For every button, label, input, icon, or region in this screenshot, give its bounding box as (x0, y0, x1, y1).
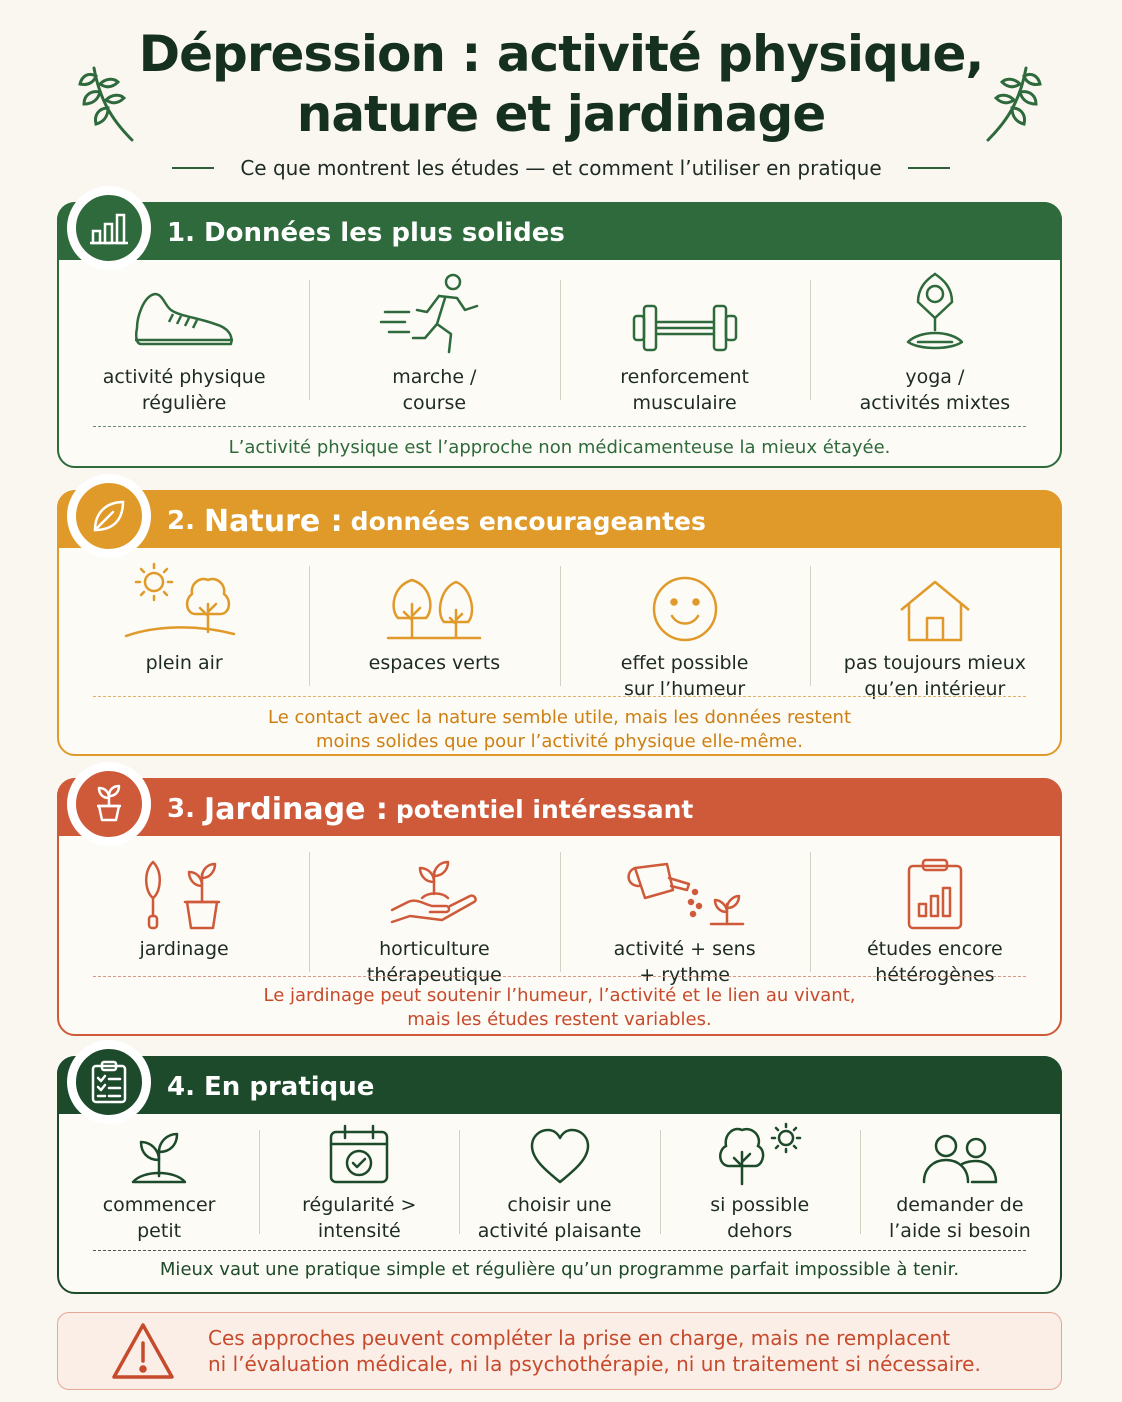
trees-icon (384, 574, 484, 644)
section-title (167, 496, 706, 546)
warning-triangle-icon (110, 1321, 176, 1381)
section-title-text: En pratique (204, 1072, 375, 1102)
dashed-divider (93, 976, 1026, 977)
list-item (309, 840, 559, 988)
subtitle-dash-left (172, 167, 214, 169)
sneaker-icon (129, 288, 239, 358)
section-title (167, 784, 693, 834)
dashed-divider (93, 1250, 1026, 1251)
item-label: plein air (145, 652, 223, 674)
section-number: 3. (167, 794, 195, 824)
section-note: Le jardinage peut soutenir l’humeur, l’activité et le lien au vivant, mais les études restent variables. (263, 985, 856, 1030)
item-label: études encore hétérogènes (866, 938, 1003, 986)
potted-plant-icon (73, 768, 145, 840)
section-evidence (57, 202, 1062, 468)
item-label: effet possible sur l’humeur (620, 652, 749, 700)
items-row (59, 840, 1060, 988)
yoga-icon (890, 268, 980, 358)
section-number: 4. (167, 1072, 195, 1102)
item-label: marche / course (392, 366, 477, 414)
page-title-line1: Dépression : activité physique, (138, 25, 984, 83)
page-title-line2: nature et jardinage (296, 85, 826, 143)
list-item (810, 554, 1060, 702)
section-title-text: Données les plus solides (204, 218, 565, 248)
dashed-divider (93, 426, 1026, 427)
list-item (309, 268, 559, 416)
checklist-icon (73, 1046, 145, 1118)
items-row (59, 268, 1060, 416)
section-subtitle: potentiel intéressant (395, 794, 694, 824)
people-icon (920, 1132, 1000, 1186)
section-subtitle: données encourageantes (350, 506, 706, 536)
subtitle-dash-right (908, 167, 950, 169)
list-item (560, 840, 810, 988)
section-gardening (57, 778, 1062, 1036)
list-item (810, 268, 1060, 416)
section-title-text: Jardinage : (204, 791, 388, 827)
item-label: espaces verts (368, 652, 501, 674)
trowel-plant-icon (139, 858, 229, 930)
running-person-icon (379, 272, 489, 358)
bar-chart-icon (73, 192, 145, 264)
page-subtitle: Ce que montrent les études — et comment l’utiliser en pratique (240, 156, 882, 180)
item-label: pas toujours mieux qu’en intérieur (843, 652, 1026, 700)
item-label: activité physique régulière (102, 366, 266, 414)
list-item (59, 268, 309, 416)
item-label: demander de l’aide si besoin (888, 1194, 1031, 1242)
list-item (560, 554, 810, 702)
header (0, 0, 1122, 195)
subtitle-row (0, 152, 1122, 184)
list-item (59, 1118, 259, 1244)
house-icon (897, 578, 973, 644)
list-item (259, 1118, 459, 1244)
list-item (59, 840, 309, 988)
list-item (459, 1118, 659, 1244)
dashed-divider (93, 696, 1026, 697)
section-practice (57, 1056, 1062, 1294)
item-label: activité + sens + rythme (613, 938, 756, 986)
list-item (860, 1118, 1060, 1244)
item-label: renforcement musculaire (620, 366, 749, 414)
section-number: 1. (167, 218, 195, 248)
warning-box (57, 1312, 1062, 1390)
tree-sun-icon (714, 1122, 806, 1186)
clipboard-chart-icon (905, 858, 965, 930)
list-item (560, 268, 810, 416)
section-note: Mieux vaut une pratique simple et régulière qu’un programme parfait impossible à tenir. (159, 1259, 960, 1280)
sprout-icon (127, 1126, 191, 1186)
dumbbell-icon (630, 298, 740, 358)
section-nature (57, 490, 1062, 756)
list-item (309, 554, 559, 702)
warning-text: Ces approches peuvent compléter la prise en charge, mais ne remplacent ni l’évaluation médicale, ni la psychothérapie, ni un traitement si nécessaire. (208, 1326, 981, 1376)
section-note: L’activité physique est l’approche non médicamenteuse la mieux étayée. (228, 437, 891, 458)
items-row (59, 554, 1060, 702)
item-label: commencer petit (102, 1194, 216, 1242)
item-label: choisir une activité plaisante (477, 1194, 642, 1242)
calendar-check-icon (327, 1124, 391, 1186)
item-label: jardinage (139, 938, 229, 960)
sun-tree-icon (124, 560, 244, 644)
list-item (59, 554, 309, 702)
list-item (660, 1118, 860, 1244)
item-label: yoga / activités mixtes (859, 366, 1011, 414)
section-title (167, 208, 565, 258)
leaf-icon (73, 480, 145, 552)
hand-sprout-icon (388, 858, 480, 930)
item-label: horticulture thérapeutique (366, 938, 502, 986)
section-note: Le contact avec la nature semble utile, mais les données restent moins solides que pour l’activité physique elle-même. (267, 707, 851, 752)
list-item (810, 840, 1060, 988)
section-title-text: Nature : (204, 503, 343, 539)
section-title (167, 1062, 374, 1112)
items-row (59, 1118, 1060, 1244)
heart-icon (528, 1128, 592, 1186)
item-label: régularité > intensité (302, 1194, 417, 1242)
section-number: 2. (167, 506, 195, 536)
smiley-icon (650, 574, 720, 644)
item-label: si possible dehors (710, 1194, 810, 1242)
watering-can-icon (623, 858, 747, 930)
